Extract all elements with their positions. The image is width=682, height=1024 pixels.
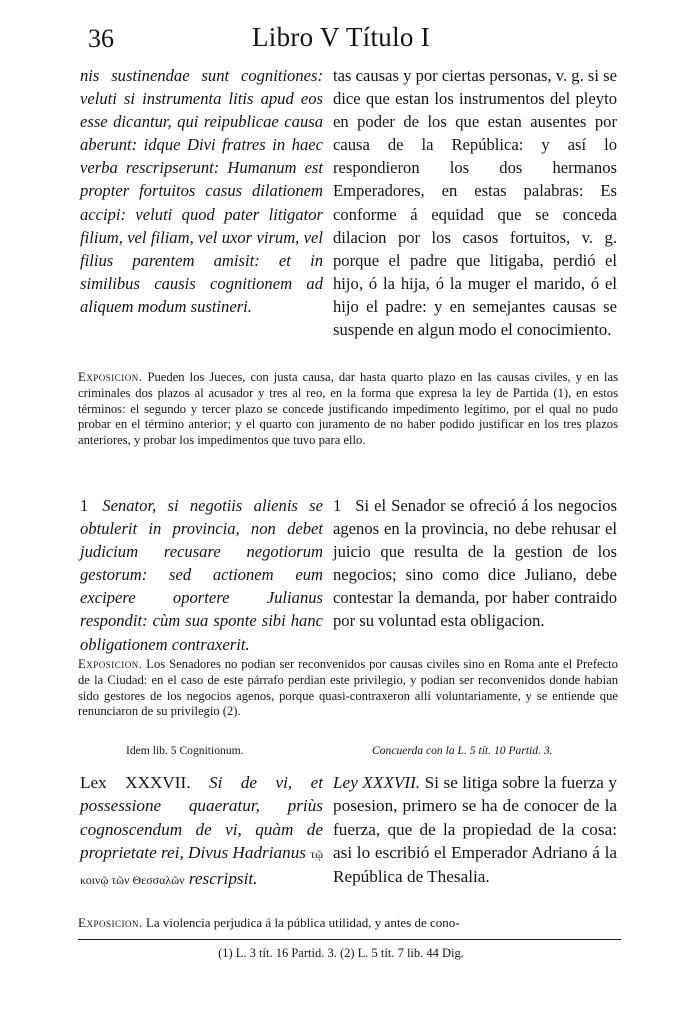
footnotes: (1) L. 3 tít. 16 Partid. 3. (2) L. 5 tít. 7 lib. 44 Dig. <box>218 946 464 960</box>
spanish-column-1: tas causas y por ciertas personas, v. g. si se dice que estan los instrumentos del pleyto en poder de los que estan ausentes por causa de la República: y así lo respondieron los dos hermanos Emperadores, en estas palabras: Es conforme á equidad que se conceda dilacion por los casos fortuitos, v. g. porque el padre que litigaba, perdió el hijo, ó la hija, ó la muger el marido, ó el hijo el padre: y en semejantes causas se suspende en algun modo el conocimiento. <box>333 66 617 340</box>
exposicion-2 <box>78 657 618 720</box>
paragraph-number: 1 <box>80 496 89 515</box>
ley-label: Ley XXXVII. <box>333 773 421 792</box>
latin-column-3 <box>80 771 323 892</box>
exposicion-1 <box>78 370 618 449</box>
paragraph-number: 1 <box>333 496 342 515</box>
greek-text: τῷ κοινῷ τῶν Θεσσαλῶν <box>80 847 324 887</box>
latin-text: Si de vi, et possessione quaeratur, priùs cognoscendum de vi, quàm de proprietate rei, Divus Hadrianus <box>80 773 323 863</box>
spanish-column-2 <box>333 494 617 633</box>
page-number: 36 <box>88 24 114 53</box>
exposicion-text: Los Senadores no podian ser reconvenidos por causas civiles sino en Roma ante el Prefecto de la Ciudad: en el caso de este párrafo perdian este privilegio, y podian ser reconvenidos donde habian sido gestores de los negocios agenos, porque quasi-contraxeron allí voluntariamente, y se entiende que renunciaron de su privilegio (2). <box>78 657 618 719</box>
spanish-column-3 <box>333 771 617 888</box>
spanish-text: Si se litiga sobre la fuerza y posesion, primero se ha de conocer de la fuerza, que de la propiedad de la cosa: asi lo escribió el Emperador Adriano á la República de Thesalia. <box>333 773 617 886</box>
exposicion-label: Exposicion. <box>78 370 143 384</box>
exposicion-text: La violencia perjudica á la pública utilidad, y antes de cono- <box>145 915 460 930</box>
latin-column-2 <box>80 494 323 656</box>
exposicion-3 <box>78 915 618 931</box>
exposicion-text: Pueden los Jueces, con justa causa, dar hasta quarto plazo en las causas civiles, y en las criminales dos plazos al acusador y tres al reo, en la forma que expresa la ley de Partida (1), en estos términos: el segundo y tercer plazo se concede justificando impedimento legítimo, por el qual no pudo probar en el término anterior; y el quarto con juramento de no haber podido justificar en los tres plazos anteriores, y probar los impedimentos que tuvo para ello. <box>78 370 618 448</box>
spanish-source: Concuerda con la L. 5 tít. 10 Partid. 3. <box>372 744 553 757</box>
footnote-rule <box>78 939 621 940</box>
latin-text-end: rescripsit. <box>188 868 258 888</box>
lex-label: Lex XXXVII. <box>80 773 191 792</box>
latin-column-1: nis sustinendae sunt cognitiones: veluti si instrumenta litis apud eos esse dicantur, qui reipublicae causa aberunt: idque Divi fratres in haec verba rescripserunt: Humanum est propter fortuitos casus dilationem accipi: veluti quod pater litigator filium, vel filiam, vel uxor virum, vel filius parentem amisit: et in similibus causis cognitionem ad aliquem modum sustineri. <box>80 66 323 316</box>
exposicion-label: Exposicion. <box>78 915 143 930</box>
exposicion-label: Exposicion. <box>78 657 143 671</box>
running-title: Libro V Título I <box>251 22 431 52</box>
latin-source: Idem lib. 5 Cognitionum. <box>126 744 244 757</box>
spanish-text: Si el Senador se ofreció á los negocios agenos en la provincia, no debe rehusar el juicio que resulta de la gestion de los negocios; sino como dice Juliano, debe contestar la demanda, por haber contraido por su voluntad esta obligacion. <box>333 496 617 631</box>
latin-text: Senator, si negotiis alienis se obtulerit in provincia, non debet judicium recusare negotiorum gestorum: sed actionem eum excipere oportere Julianus respondit: cùm sua sponte sibi hanc obligationem contraxerit. <box>80 496 323 654</box>
